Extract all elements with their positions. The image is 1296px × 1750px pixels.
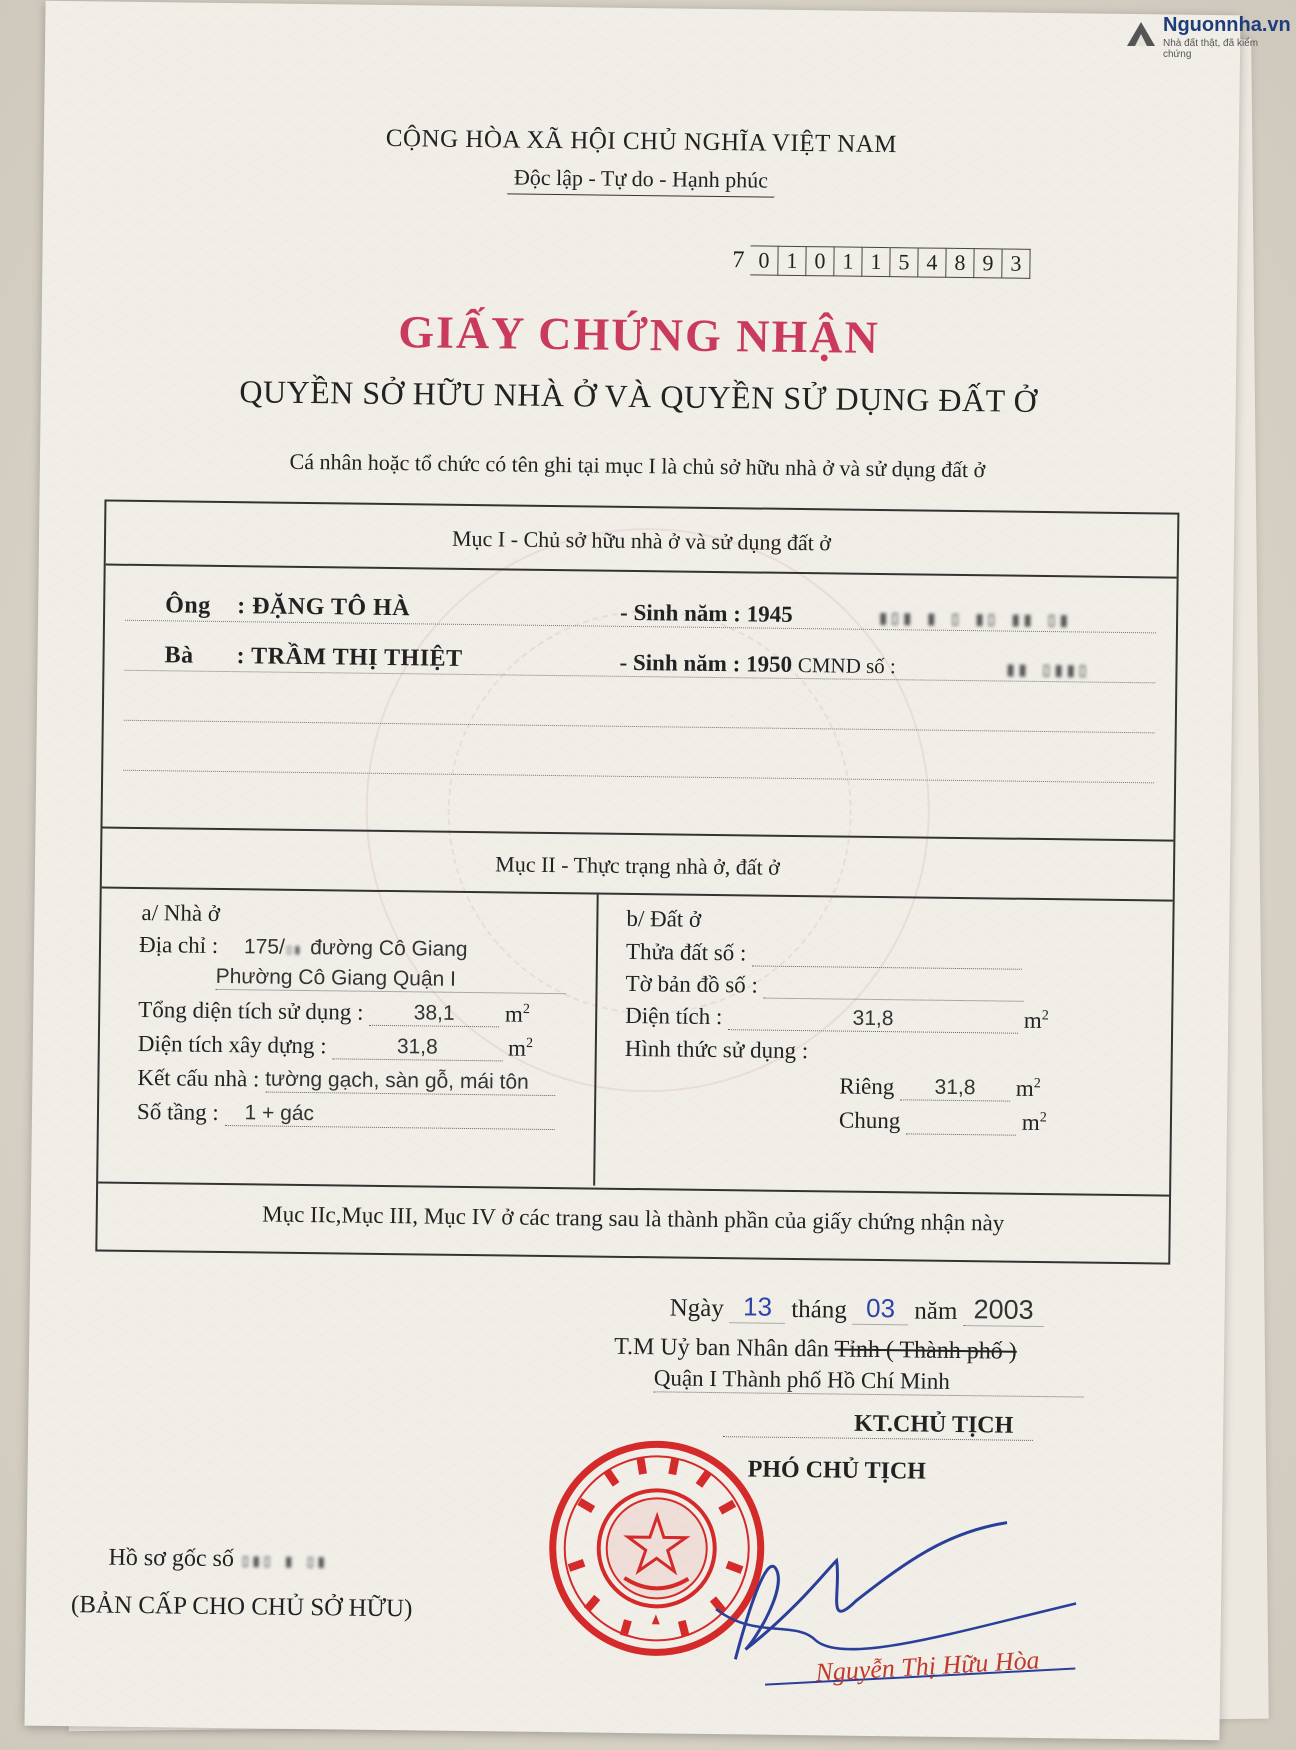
built-area-row: Diện tích xây dựng : 31,8 $m^2$ bbox=[137, 1030, 534, 1061]
birth-label: - Sinh năm bbox=[619, 649, 728, 677]
serial-digit: 8 bbox=[946, 248, 974, 278]
redacted-file-number: ▯▮▯ ▮ ▯▮ bbox=[239, 1550, 327, 1573]
serial-prefix: 7 bbox=[732, 246, 745, 273]
redacted-id: ▮▮ ▯▮▮▯ bbox=[1004, 656, 1089, 682]
authority-text: T.M Uỷ ban Nhân dân bbox=[614, 1333, 830, 1363]
site-logo-tagline: Nhà đất thật, đã kiểm chứng bbox=[1163, 38, 1259, 60]
unit: m bbox=[1021, 1109, 1040, 1135]
address-street: đường Cô Giang bbox=[310, 936, 468, 961]
footer-note: Mục IIc,Mục III, Mục IV ở các trang sau là thành phần của giấy chứng nhận này bbox=[262, 1201, 1005, 1236]
original-file-row bbox=[108, 1545, 326, 1575]
owner2-birth bbox=[619, 650, 896, 679]
owner2-name: : TRẦM THỊ THIỆT bbox=[236, 643, 463, 672]
divider bbox=[98, 1181, 1169, 1196]
address-number: 175/ bbox=[243, 935, 286, 959]
kt-chairman: KT.CHỦ TỊCH bbox=[723, 1409, 1033, 1441]
certificate-subtitle: QUYỀN SỞ HỮU NHÀ Ở VÀ QUYỀN SỬ DỤNG ĐẤT Ở bbox=[239, 373, 1038, 419]
owner2-row bbox=[164, 642, 462, 673]
month-label: tháng bbox=[791, 1295, 848, 1324]
serial-number bbox=[732, 245, 1030, 279]
column-divider bbox=[593, 893, 599, 1186]
serial-digit: 1 bbox=[834, 246, 862, 276]
serial-digit: 9 bbox=[974, 248, 1002, 278]
intro-text: Cá nhân hoặc tổ chức có tên ghi tại mục I là chủ sở hữu nhà ở và sử dụng đất ở bbox=[289, 448, 986, 483]
unit: m bbox=[1023, 1007, 1042, 1034]
land-area-row: Diện tích : 31,8 $m^2$ bbox=[625, 1002, 1049, 1034]
motto bbox=[43, 159, 1238, 200]
floors-label: Số tầng : bbox=[136, 1098, 219, 1125]
dotted-line bbox=[124, 720, 1155, 734]
parcel-row bbox=[626, 938, 1022, 970]
land-heading: b/ Đất ở bbox=[626, 905, 702, 932]
serial-digit: 1 bbox=[862, 247, 890, 277]
certificate-title: GIẤY CHỨNG NHẬN bbox=[398, 306, 881, 363]
address-row bbox=[139, 932, 468, 962]
private-area-row: Riêng 31,8 $m^2$ bbox=[839, 1073, 1041, 1101]
unit: m bbox=[504, 1001, 523, 1027]
house-logo-icon bbox=[1123, 16, 1159, 52]
usage-label: Hình thức sử dụng : bbox=[624, 1035, 809, 1064]
structure-row bbox=[137, 1064, 555, 1096]
serial-digit: 4 bbox=[918, 247, 946, 277]
unit: m bbox=[507, 1035, 527, 1061]
owner1-label: Ông bbox=[165, 592, 211, 619]
day-value: 13 bbox=[742, 1291, 773, 1322]
issue-date bbox=[669, 1290, 1043, 1327]
dotted-line bbox=[123, 770, 1154, 784]
unit: m bbox=[1015, 1075, 1034, 1101]
serial-digit: 5 bbox=[890, 247, 918, 277]
month-value: 03 bbox=[865, 1292, 896, 1324]
deputy-chairman: PHÓ CHỦ TỊCH bbox=[747, 1456, 927, 1485]
section2-title: Mục II - Thực trạng nhà ở, đất ở bbox=[495, 851, 781, 880]
signer-name: Nguyễn Thị Hữu Hòa bbox=[814, 1645, 1041, 1688]
section1-title: Mục I - Chủ sở hữu nhà ở và sử dụng đất ở bbox=[451, 525, 832, 556]
structure-value: tường gạch, sàn gỗ, mái tôn bbox=[265, 1067, 529, 1094]
shared-area-row: Chung $m^2$ bbox=[838, 1107, 1047, 1135]
redacted-info: ▮▯▮ ▮ ▯ ▮▯ ▮▮ ▯▮ bbox=[876, 604, 1070, 632]
floors-row bbox=[137, 1098, 555, 1130]
owner1-birth bbox=[620, 600, 793, 628]
copy-note: (BẢN CẤP CHO CHỦ SỞ HỮU) bbox=[70, 1591, 413, 1623]
address-ward: Phường Cô Giang Quận I bbox=[216, 965, 566, 994]
site-logo bbox=[1121, 12, 1291, 60]
serial-digit: 3 bbox=[1002, 248, 1030, 278]
redacted-address: ▯▮ bbox=[284, 941, 311, 959]
serial-digit: 0 bbox=[806, 246, 834, 276]
serial-digit: 0 bbox=[750, 245, 778, 275]
map-sheet-label: Tờ bản đồ số : bbox=[625, 970, 759, 998]
shared-label: Chung bbox=[838, 1107, 901, 1134]
year-value: 2003 bbox=[973, 1294, 1034, 1325]
original-file-label: Hồ sơ gốc số bbox=[108, 1544, 235, 1573]
serial-digit: 1 bbox=[778, 246, 806, 276]
main-frame bbox=[95, 500, 1179, 1265]
day-label: Ngày bbox=[669, 1294, 724, 1323]
built-area-label: Diện tích xây dựng : bbox=[137, 1030, 327, 1059]
birth-year: : 1945 bbox=[733, 601, 793, 627]
private-area-value: 31,8 bbox=[934, 1075, 976, 1100]
id-label: CMND số : bbox=[797, 653, 896, 679]
private-label: Riêng bbox=[839, 1073, 895, 1100]
address-label: Địa chỉ : bbox=[138, 931, 219, 958]
certificate-paper bbox=[25, 1, 1241, 1740]
authority-struck: Tỉnh ( Thành phố ) bbox=[834, 1336, 1017, 1365]
land-area-value: 31,8 bbox=[852, 1006, 894, 1031]
site-logo-name: Nguonnha.vn bbox=[1163, 14, 1291, 36]
house-heading: a/ Nhà ở bbox=[141, 900, 221, 926]
structure-label: Kết cấu nhà : bbox=[137, 1064, 260, 1092]
birth-label: - Sinh năm bbox=[620, 599, 728, 627]
authority-line bbox=[614, 1334, 1017, 1366]
divider bbox=[102, 827, 1173, 842]
built-area-value: 31,8 bbox=[396, 1035, 438, 1059]
parcel-label: Thửa đất số : bbox=[625, 938, 747, 966]
floors-value: 1 + gác bbox=[244, 1101, 315, 1126]
year-label: năm bbox=[914, 1297, 958, 1326]
land-area-label: Diện tích : bbox=[625, 1002, 723, 1030]
owner2-label: Bà bbox=[164, 642, 194, 669]
motto-text: Độc lập - Tự do - Hạnh phúc bbox=[508, 164, 774, 197]
owner1-row bbox=[165, 592, 410, 622]
divider bbox=[106, 564, 1177, 579]
total-area-value: 38,1 bbox=[413, 1001, 455, 1025]
total-area-row: Tổng diện tích sử dụng : 38,1 $m^2$ bbox=[138, 996, 530, 1027]
district-line: Quận I Thành phố Hồ Chí Minh bbox=[654, 1365, 1084, 1397]
nation-header: CỘNG HÒA XÃ HỘI CHỦ NGHĨA VIỆT NAM bbox=[385, 124, 898, 159]
birth-year: : 1950 bbox=[732, 651, 793, 677]
divider bbox=[102, 887, 1173, 902]
total-area-label: Tổng diện tích sử dụng : bbox=[138, 996, 364, 1025]
owner1-name: : ĐẶNG TÔ HÀ bbox=[237, 593, 411, 622]
map-sheet-row bbox=[625, 970, 1023, 1002]
